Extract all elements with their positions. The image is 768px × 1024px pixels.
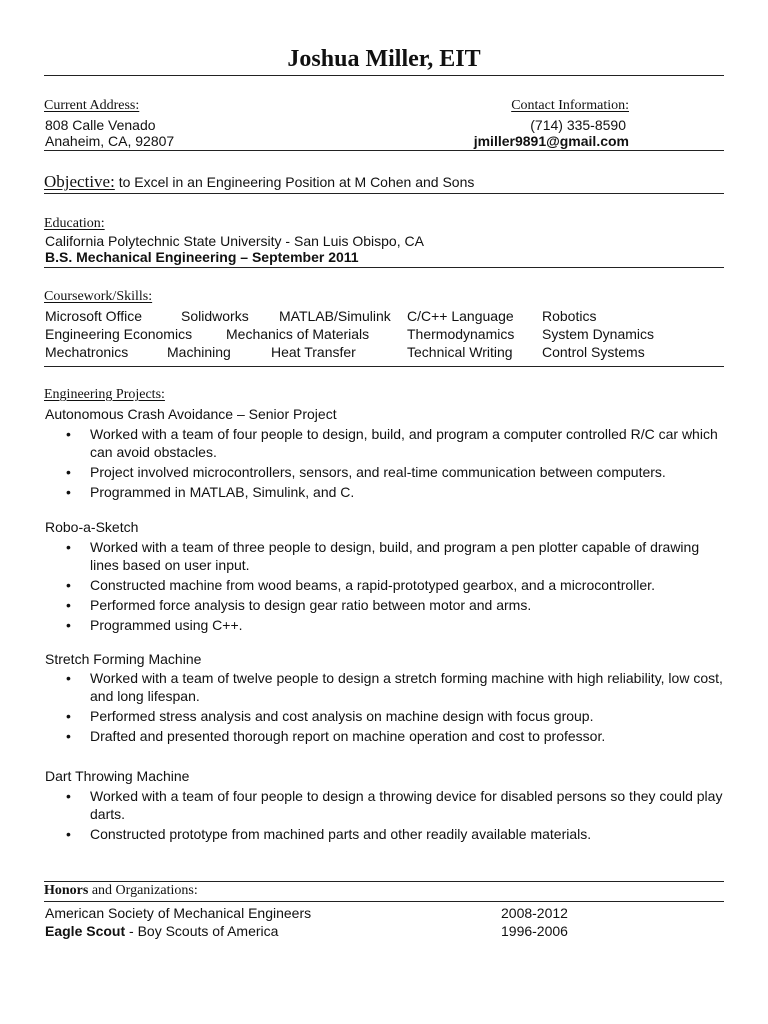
skill-item: Thermodynamics xyxy=(407,326,515,342)
divider xyxy=(44,193,724,194)
project-title: Robo-a-Sketch xyxy=(45,519,139,535)
contact-phone: (714) 335-8590 xyxy=(530,117,626,133)
skill-item: Mechatronics xyxy=(45,344,129,360)
skill-item: Machining xyxy=(167,344,231,360)
list-item: • Project involved microcontrollers, sensors, and real-time communication between computers. xyxy=(66,464,666,480)
bullet-icon: • xyxy=(66,826,71,842)
skill-item: C/C++ Language xyxy=(407,308,514,324)
bullet-icon: • xyxy=(66,577,71,593)
honor-name: Eagle Scout - Boy Scouts of America xyxy=(45,923,279,939)
project-bullets xyxy=(46,425,726,503)
honors-heading xyxy=(44,882,198,899)
bullet-icon: • xyxy=(66,484,71,500)
skill-item: Technical Writing xyxy=(407,344,513,360)
skill-item: Solidworks xyxy=(181,308,249,324)
project-bullets xyxy=(46,787,726,845)
bullet-icon: • xyxy=(66,426,71,442)
address-line2: Anaheim, CA, 92807 xyxy=(45,133,175,149)
skill-item: Mechanics of Materials xyxy=(226,326,370,342)
project-title: Dart Throwing Machine xyxy=(45,768,190,784)
list-item: • Programmed in MATLAB, Simulink, and C. xyxy=(66,484,355,500)
divider xyxy=(44,267,724,268)
resume-name: Joshua Miller, EIT xyxy=(287,46,481,72)
divider xyxy=(44,75,724,76)
contact-email[interactable]: jmiller9891@gmail.com xyxy=(473,133,629,149)
list-item: • Worked with a team of twelve people to design a stretch forming machine with high reliability, low cost, and long lifespan. xyxy=(66,670,723,704)
list-item: • Worked with a team of three people to design, build, and program a pen plotter capable of drawing lines based on user input. xyxy=(66,539,700,573)
bullet-icon: • xyxy=(66,539,71,555)
projects-heading: Engineering Projects: xyxy=(44,387,165,402)
list-item: • Performed force analysis to design gear ratio between motor and arms. xyxy=(66,597,532,613)
education-school: California Polytechnic State University - San Luis Obispo, CA xyxy=(45,233,424,249)
honors-heading-rest: and Organizations: xyxy=(88,883,198,898)
education-heading: Education: xyxy=(44,216,105,231)
skill-item: MATLAB/Simulink xyxy=(279,308,391,324)
project-title: Autonomous Crash Avoidance – Senior Project xyxy=(45,406,337,422)
bullet-icon: • xyxy=(66,708,71,724)
list-item: • Performed stress analysis and cost analysis on machine design with focus group. xyxy=(66,708,594,724)
skill-item: System Dynamics xyxy=(542,326,655,342)
objective-text: to Excel in an Engineering Position at M Cohen and Sons xyxy=(114,174,475,190)
list-item: • Worked with a team of four people to design a throwing device for disabled persons so they could play darts. xyxy=(66,788,723,822)
bullet-icon: • xyxy=(66,617,71,633)
list-item: • Programmed using C++. xyxy=(66,617,243,633)
project-title: Stretch Forming Machine xyxy=(45,651,202,667)
bullet-icon: • xyxy=(66,670,71,686)
skill-item: Control Systems xyxy=(542,344,645,360)
honor-years: 2008-2012 xyxy=(501,905,568,921)
divider xyxy=(44,901,724,902)
bullet-icon: • xyxy=(66,728,71,744)
project-bullets xyxy=(46,538,726,636)
list-item: • Constructed prototype from machined parts and other readily available materials. xyxy=(66,826,592,842)
skill-item: Microsoft Office xyxy=(45,308,142,324)
contact-heading: Contact Information: xyxy=(511,98,629,113)
honor-years: 1996-2006 xyxy=(501,923,568,939)
skill-item: Engineering Economics xyxy=(45,326,193,342)
honor-name: American Society of Mechanical Engineers xyxy=(45,905,312,921)
honors-heading-bold: Honors xyxy=(44,883,89,898)
list-item: • Constructed machine from wood beams, a rapid-prototyped gearbox, and a microcontroller. xyxy=(66,577,655,593)
education-degree: B.S. Mechanical Engineering – September 2011 xyxy=(45,249,359,265)
skill-item: Heat Transfer xyxy=(271,344,356,360)
bullet-icon: • xyxy=(66,464,71,480)
divider xyxy=(44,150,724,151)
objective-heading: Objective: xyxy=(44,172,115,191)
divider xyxy=(44,366,724,367)
skill-item: Robotics xyxy=(542,308,597,324)
coursework-heading: Coursework/Skills: xyxy=(44,289,153,304)
address-line1: 808 Calle Venado xyxy=(45,117,156,133)
bullet-icon: • xyxy=(66,788,71,804)
objective-line xyxy=(44,173,474,191)
address-heading: Current Address: xyxy=(44,98,140,113)
list-item: • Worked with a team of four people to design, build, and program a computer controlled R/C car which can avoid obstacles. xyxy=(66,426,718,460)
project-bullets xyxy=(46,669,726,747)
list-item: • Drafted and presented thorough report on machine operation and cost to professor. xyxy=(66,728,606,744)
bullet-icon: • xyxy=(66,597,71,613)
